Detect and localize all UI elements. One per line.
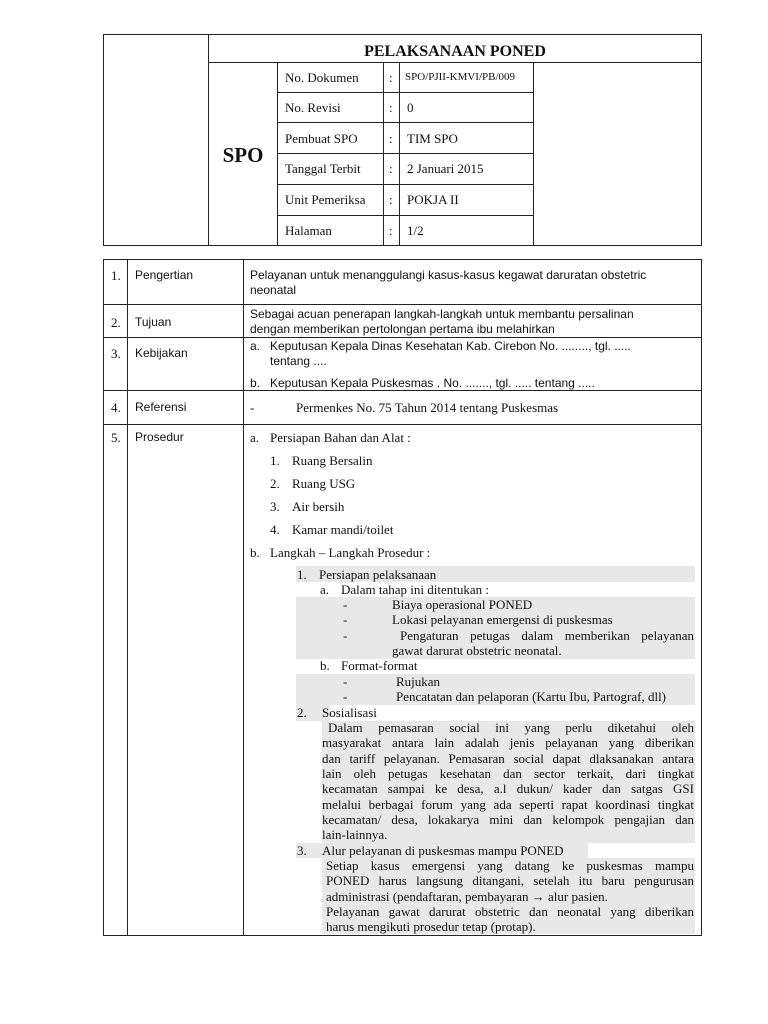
unit-pemeriksa-sep: : <box>389 192 393 207</box>
dash-marker: - <box>343 689 348 704</box>
step-number: 3. <box>297 843 307 858</box>
list-number: 3. <box>270 499 280 514</box>
step-title: Sosialisasi <box>322 705 377 720</box>
dash-marker: - <box>343 612 348 627</box>
substep-title: Format-format <box>341 658 418 673</box>
no-dokumen-sep: : <box>389 70 393 85</box>
paragraph-line: dan tariff pelayanan. Pemasaran social dapat dlaksanakan antara <box>322 751 694 766</box>
dash-marker: - <box>343 674 348 689</box>
unit-pemeriksa-label: Unit Pemeriksa <box>285 192 366 207</box>
row-number: 3. <box>111 346 121 361</box>
tujuan-text: dengan memberikan pertolongan pertama ibu melahirkan <box>250 322 555 336</box>
list-item: Pengaturan petugas dalam memberikan pelayanan <box>400 628 694 643</box>
list-item: Kamar mandi/toilet <box>292 522 394 537</box>
kebijakan-a-text: Keputusan Kepala Dinas Kesehatan Kab. Cirebon No. ........, tgl. ..... <box>270 339 631 353</box>
list-marker: a. <box>250 339 261 353</box>
halaman-value: 1/2 <box>407 223 424 238</box>
referensi-text: Permenkes No. 75 Tahun 2014 tentang Puskesmas <box>296 400 559 415</box>
list-item: Lokasi pelayanan emergensi di puskesmas <box>392 612 613 627</box>
paragraph-line: lain-lainnya. <box>322 827 388 842</box>
no-revisi-sep: : <box>389 100 393 115</box>
dash-marker: - <box>343 628 348 643</box>
no-dokumen-value: SPO/PJII-KMVI/PB/009 <box>405 71 516 83</box>
row-number: 4. <box>111 400 121 415</box>
list-marker: a. <box>320 582 330 597</box>
list-item: Pencatatan dan pelaporan (Kartu Ibu, Partograf, dll) <box>396 689 667 704</box>
paragraph-line: melalui berbagai forum yang ada seperti rapat koordinasi tingkat <box>322 797 694 812</box>
list-marker: b. <box>250 545 260 560</box>
paragraph-line: kecamatan sampai ke desa, a.l dukun/ kader dan satgas GSI <box>322 781 694 796</box>
list-marker: b. <box>320 658 330 673</box>
list-item-continuation: gawat darurat obstetric neonatal. <box>392 643 562 658</box>
list-item: Ruang Bersalin <box>292 453 373 468</box>
row-number: 1. <box>111 268 121 283</box>
step-number: 1. <box>297 567 307 582</box>
pembuat-spo-value: TIM SPO <box>407 131 458 146</box>
paragraph-line: kecamatan/ desa, lokakarya mini dan kelompok pengajian dan <box>322 812 694 827</box>
tujuan-text: Sebagai acuan penerapan langkah-langkah untuk membantu persalinan <box>250 307 634 321</box>
paragraph-line: Pelayanan gawat darurat obstetric dan neonatal yang diberikan <box>326 904 694 919</box>
spo-label: SPO <box>222 143 264 167</box>
list-number: 4. <box>270 522 280 537</box>
section-label-kebijakan: Kebijakan <box>135 346 188 360</box>
referensi-dash: - <box>250 400 255 415</box>
list-item: Air bersih <box>292 499 345 514</box>
pengertian-text: neonatal <box>250 283 297 297</box>
prosedur-b-title: Langkah – Langkah Prosedur : <box>270 545 431 560</box>
row-number: 5. <box>111 430 121 445</box>
halaman-sep: : <box>389 223 393 238</box>
pengertian-text: Pelayanan untuk menanggulangi kasus-kasus kegawat daruratan obstetric <box>250 268 647 282</box>
list-marker: b. <box>250 376 261 390</box>
pembuat-spo-label: Pembuat SPO <box>285 131 358 146</box>
no-revisi-value: 0 <box>407 100 414 115</box>
step-title: Alur pelayanan di puskesmas mampu PONED <box>322 843 564 858</box>
row-number: 2. <box>111 315 121 330</box>
halaman-label: Halaman <box>285 223 332 238</box>
kebijakan-b-text: Keputusan Kepala Puskesmas . No. ......., tgl. ..... tentang ..... <box>270 376 595 390</box>
unit-pemeriksa-value: POKJA II <box>407 192 459 207</box>
list-item: Ruang USG <box>292 476 356 491</box>
list-item: Biaya operasional PONED <box>392 597 533 612</box>
dash-marker: - <box>343 597 348 612</box>
paragraph-line: PONED harus langsung ditangani, setelah itu baru pengurusan <box>326 873 694 888</box>
paragraph-line: Dalam pemasaran social ini yang perlu diketahui oleh <box>328 720 694 735</box>
substep-title: Dalam tahap ini ditentukan : <box>341 582 490 597</box>
list-marker: a. <box>250 430 260 445</box>
pembuat-spo-sep: : <box>389 131 393 146</box>
prosedur-a-title: Persiapan Bahan dan Alat : <box>270 430 411 445</box>
list-item: Rujukan <box>396 674 441 689</box>
kebijakan-a-text: tentang .... <box>270 354 327 368</box>
no-dokumen-label: No. Dokumen <box>285 70 359 85</box>
list-number: 1. <box>270 453 280 468</box>
section-label-pengertian: Pengertian <box>135 268 194 282</box>
section-label-referensi: Referensi <box>135 400 187 414</box>
step-title: Persiapan pelaksanaan <box>319 567 437 582</box>
list-number: 2. <box>270 476 280 491</box>
paragraph-line: masyarakat antara lain adalah jenis pelayanan yang diberikan <box>322 735 694 750</box>
tanggal-terbit-value: 2 Januari 2015 <box>407 161 484 176</box>
section-label-tujuan: Tujuan <box>135 315 172 329</box>
step-number: 2. <box>297 705 307 720</box>
tanggal-terbit-sep: : <box>389 161 393 176</box>
no-revisi-label: No. Revisi <box>285 100 341 115</box>
paragraph-line: lain oleh petugas kesehatan dan sector terkait, dari tingkat <box>322 766 694 781</box>
paragraph-line: Setiap kasus emergensi yang datang ke puskesmas mampu <box>326 858 694 873</box>
document-title: PELAKSANAAN PONED <box>364 43 546 60</box>
tanggal-terbit-label: Tanggal Terbit <box>285 161 361 176</box>
paragraph-line: administrasi (pendaftaran, pembayaran → alur pasien. <box>326 889 608 904</box>
paragraph-line: harus mengikuti prosedur tetap (protap). <box>326 919 536 934</box>
section-label-prosedur: Prosedur <box>135 430 184 444</box>
